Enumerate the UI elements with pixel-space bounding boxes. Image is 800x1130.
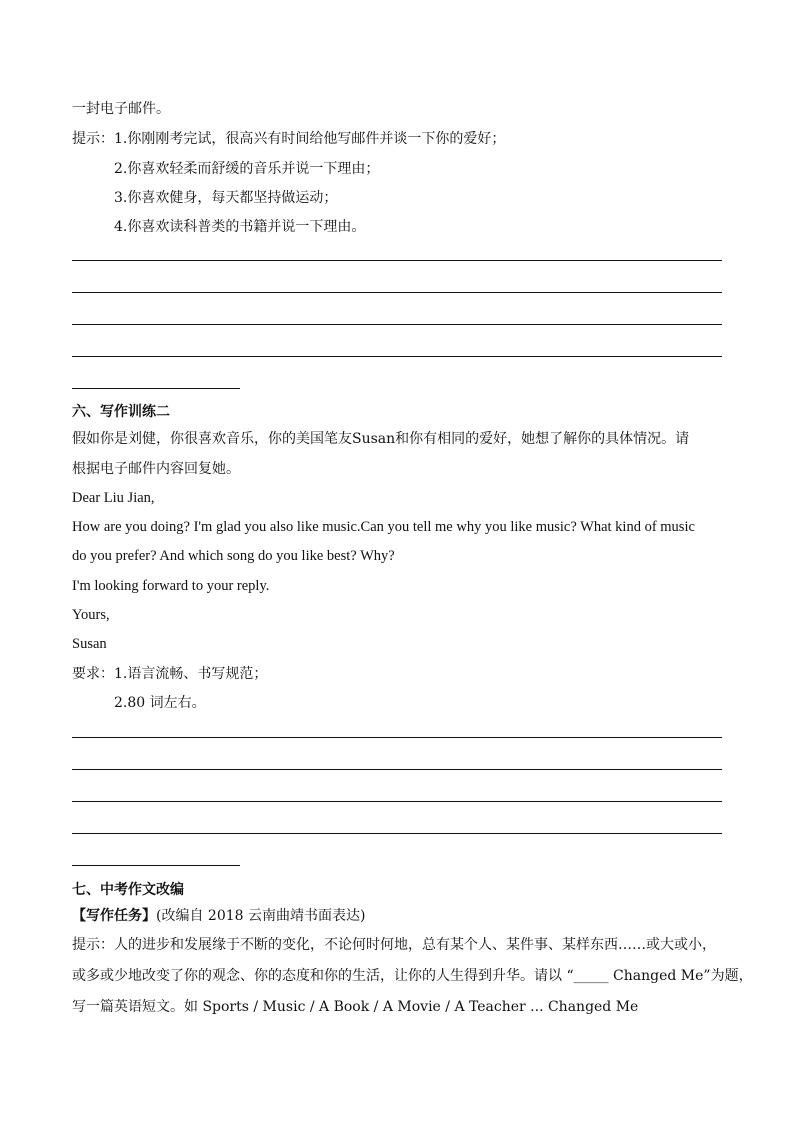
- task-label: 【写作任务】: [72, 908, 156, 924]
- prompt-line-1: 提示：人的进步和发展缘于不断的变化，不论何时何地，总有某个人、某件事、某样东西……或大或小，: [72, 937, 716, 953]
- task-source: (改编自 2018 云南曲靖书面表达): [156, 908, 366, 924]
- prompt-line-2: 或多或少地改变了你的观念、你的态度和你的生活，让你的人生得到升华。请以 “_____ Changed Me”为题，: [72, 968, 753, 984]
- intro-line-1: 假如你是刘健，你很喜欢音乐，你的美国笔友Susan和你有相同的爱好，她想了解你的具体情况。请: [72, 431, 690, 447]
- answer-line: [72, 324, 722, 325]
- letter-greeting: Dear Liu Jian,: [72, 490, 155, 506]
- intro-line-2: 根据电子邮件内容回复她。: [72, 461, 240, 477]
- section-heading-7: 七、中考作文改编: [72, 882, 184, 898]
- answer-line: [72, 737, 722, 738]
- letter-closing: Yours,: [72, 607, 110, 623]
- task-title: [72, 906, 365, 926]
- requirement-line-1: 要求：1.语言流畅、书写规范；: [72, 666, 268, 682]
- answer-line: [72, 769, 722, 770]
- letter-line-1: How are you doing? I'm glad you also like music.Can you tell me why you like music? What kind of music: [72, 519, 695, 535]
- letter-signature: Susan: [72, 636, 107, 652]
- answer-line-short: [72, 865, 240, 866]
- answer-line: [72, 260, 722, 261]
- letter-line-3: I'm looking forward to your reply.: [72, 578, 270, 594]
- prompt-line-3: 写一篇英语短文。如 Sports / Music / A Book / A Movie / A Teacher ... Changed Me: [72, 999, 639, 1015]
- letter-line-2: do you prefer? And which song do you like best? Why?: [72, 548, 395, 564]
- answer-line: [72, 801, 722, 802]
- tip-line-1: 提示：1.你刚刚考完试，很高兴有时间给他写邮件并谈一下你的爱好；: [72, 131, 506, 147]
- tip-line-3: 3.你喜欢健身，每天都坚持做运动；: [114, 190, 338, 206]
- answer-line-short: [72, 388, 240, 389]
- answer-line: [72, 356, 722, 357]
- tip-line-4: 4.你喜欢读科普类的书籍并说一下理由。: [114, 219, 366, 235]
- tip-line-2: 2.你喜欢轻柔而舒缓的音乐并说一下理由；: [114, 161, 380, 177]
- answer-line: [72, 292, 722, 293]
- email-continuation: 一封电子邮件。: [72, 101, 170, 117]
- answer-line: [72, 833, 722, 834]
- section-heading-6: 六、写作训练二: [72, 404, 170, 420]
- requirement-line-2: 2.80 词左右。: [114, 695, 206, 711]
